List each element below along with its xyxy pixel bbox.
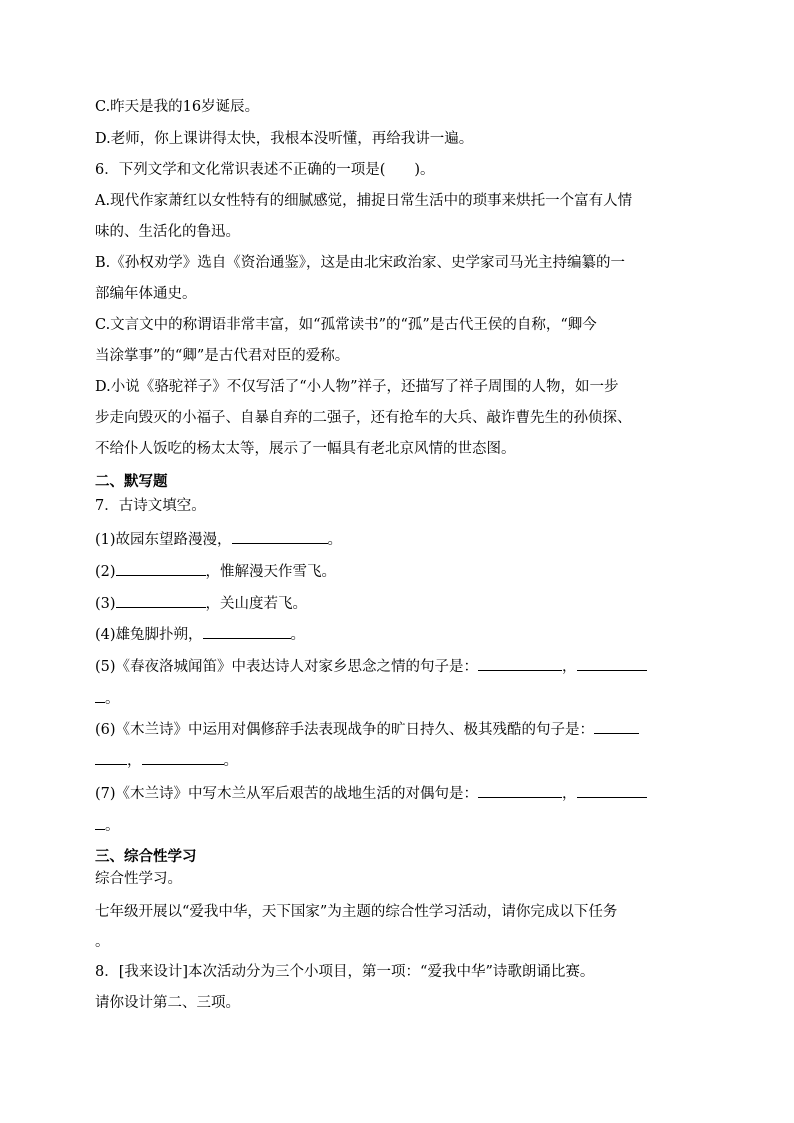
section-title-comprehensive-study: 三、综合性学习 — [95, 849, 197, 865]
q6-option-d-line2: 步走向毁灭的小福子、自暴自弃的二强子，还有抢车的大兵、敲诈曹先生的孙侦探、 — [95, 410, 632, 426]
q6-option-b-line1: B.《孙权劝学》选自《资治通鉴》，这是由北宋政治家、史学家司马光主持编纂的一 — [95, 255, 626, 271]
q7-item-6: (6)《木兰诗》中运用对偶修辞手法表现战争的旷日持久、极其残酷的句子是： — [95, 719, 639, 740]
q7-item-4: (4)雄兔脚扑朔， 。 — [95, 624, 305, 645]
answer-blank[interactable] — [116, 593, 206, 608]
q5-option-c: C.昨天是我的16岁诞辰。 — [95, 99, 260, 115]
section-title-dictation: 二、默写题 — [95, 474, 168, 490]
answer-blank[interactable] — [232, 529, 328, 544]
q7-item-5: (5)《春夜洛城闻笛》中表达诗人对家乡思念之情的句子是： ， — [95, 656, 647, 677]
section3-intro-line1: 七年级开展以“爱我中华，天下国家”为主题的综合性学习活动，请你完成以下任务 — [95, 904, 618, 920]
answer-blank[interactable] — [478, 656, 562, 671]
q6-option-c-line1: C.文言文中的称谓语非常丰富，如“孤常读书”的“孤”是古代王侯的自称，“卿今 — [95, 317, 597, 333]
answer-blank[interactable] — [95, 815, 105, 830]
q6-option-c-line2: 当涂掌事”的“卿”是古代君对臣的爱称。 — [95, 348, 350, 364]
answer-blank[interactable] — [142, 750, 224, 765]
q7-item-2: (2) ，惟解漫天作雪飞。 — [95, 561, 336, 582]
q6-option-a-line2: 味的、生活化的鲁迅。 — [95, 224, 240, 240]
answer-blank[interactable] — [594, 719, 639, 734]
answer-blank[interactable] — [95, 688, 105, 703]
q7-item-3: (3) ，关山度若飞。 — [95, 593, 307, 614]
q6-option-d-line3: 不给仆人饭吃的杨太太等，展示了一幅具有老北京风情的世态图。 — [95, 441, 516, 457]
section3-subtitle: 综合性学习。 — [95, 871, 182, 887]
q7-item-7-cont: 。 — [95, 815, 120, 836]
q7-item-5-cont: 。 — [95, 688, 120, 709]
answer-blank[interactable] — [577, 783, 647, 798]
section3-intro-line2: 。 — [95, 934, 110, 950]
answer-blank[interactable] — [203, 624, 291, 639]
q6-option-b-line2: 部编年体通史。 — [95, 286, 197, 302]
answer-blank[interactable] — [577, 656, 647, 671]
answer-blank[interactable] — [116, 561, 206, 576]
q5-option-d: D.老师，你上课讲得太快，我根本没听懂，再给我讲一遍。 — [95, 131, 474, 147]
q7-item-1: (1)故园东望路漫漫， 。 — [95, 529, 342, 550]
q8-instruction: 请你设计第二、三项。 — [95, 995, 240, 1011]
q8-stem: 8．[我来设计]本次活动分为三个小项目，第一项：“爱我中华”诗歌朗诵比赛。 — [95, 964, 595, 980]
q7-item-7: (7)《木兰诗》中写木兰从军后艰苦的战地生活的对偶句是： ， — [95, 783, 647, 804]
q6-option-a-line1: A.现代作家萧红以女性特有的细腻感觉，捕捉日常生活中的琐事来烘托一个富有人情 — [95, 193, 633, 209]
answer-blank[interactable] — [95, 750, 127, 765]
q7-stem: 7．古诗文填空。 — [95, 498, 206, 514]
answer-blank[interactable] — [478, 783, 562, 798]
q7-item-6-cont: ， 。 — [95, 750, 238, 771]
q6-stem: 6．下列文学和文化常识表述不正确的一项是( )。 — [95, 162, 435, 178]
q6-option-d-line1: D.小说《骆驼祥子》不仅写活了“小人物”祥子，还描写了祥子周围的人物，如一步 — [95, 379, 619, 395]
